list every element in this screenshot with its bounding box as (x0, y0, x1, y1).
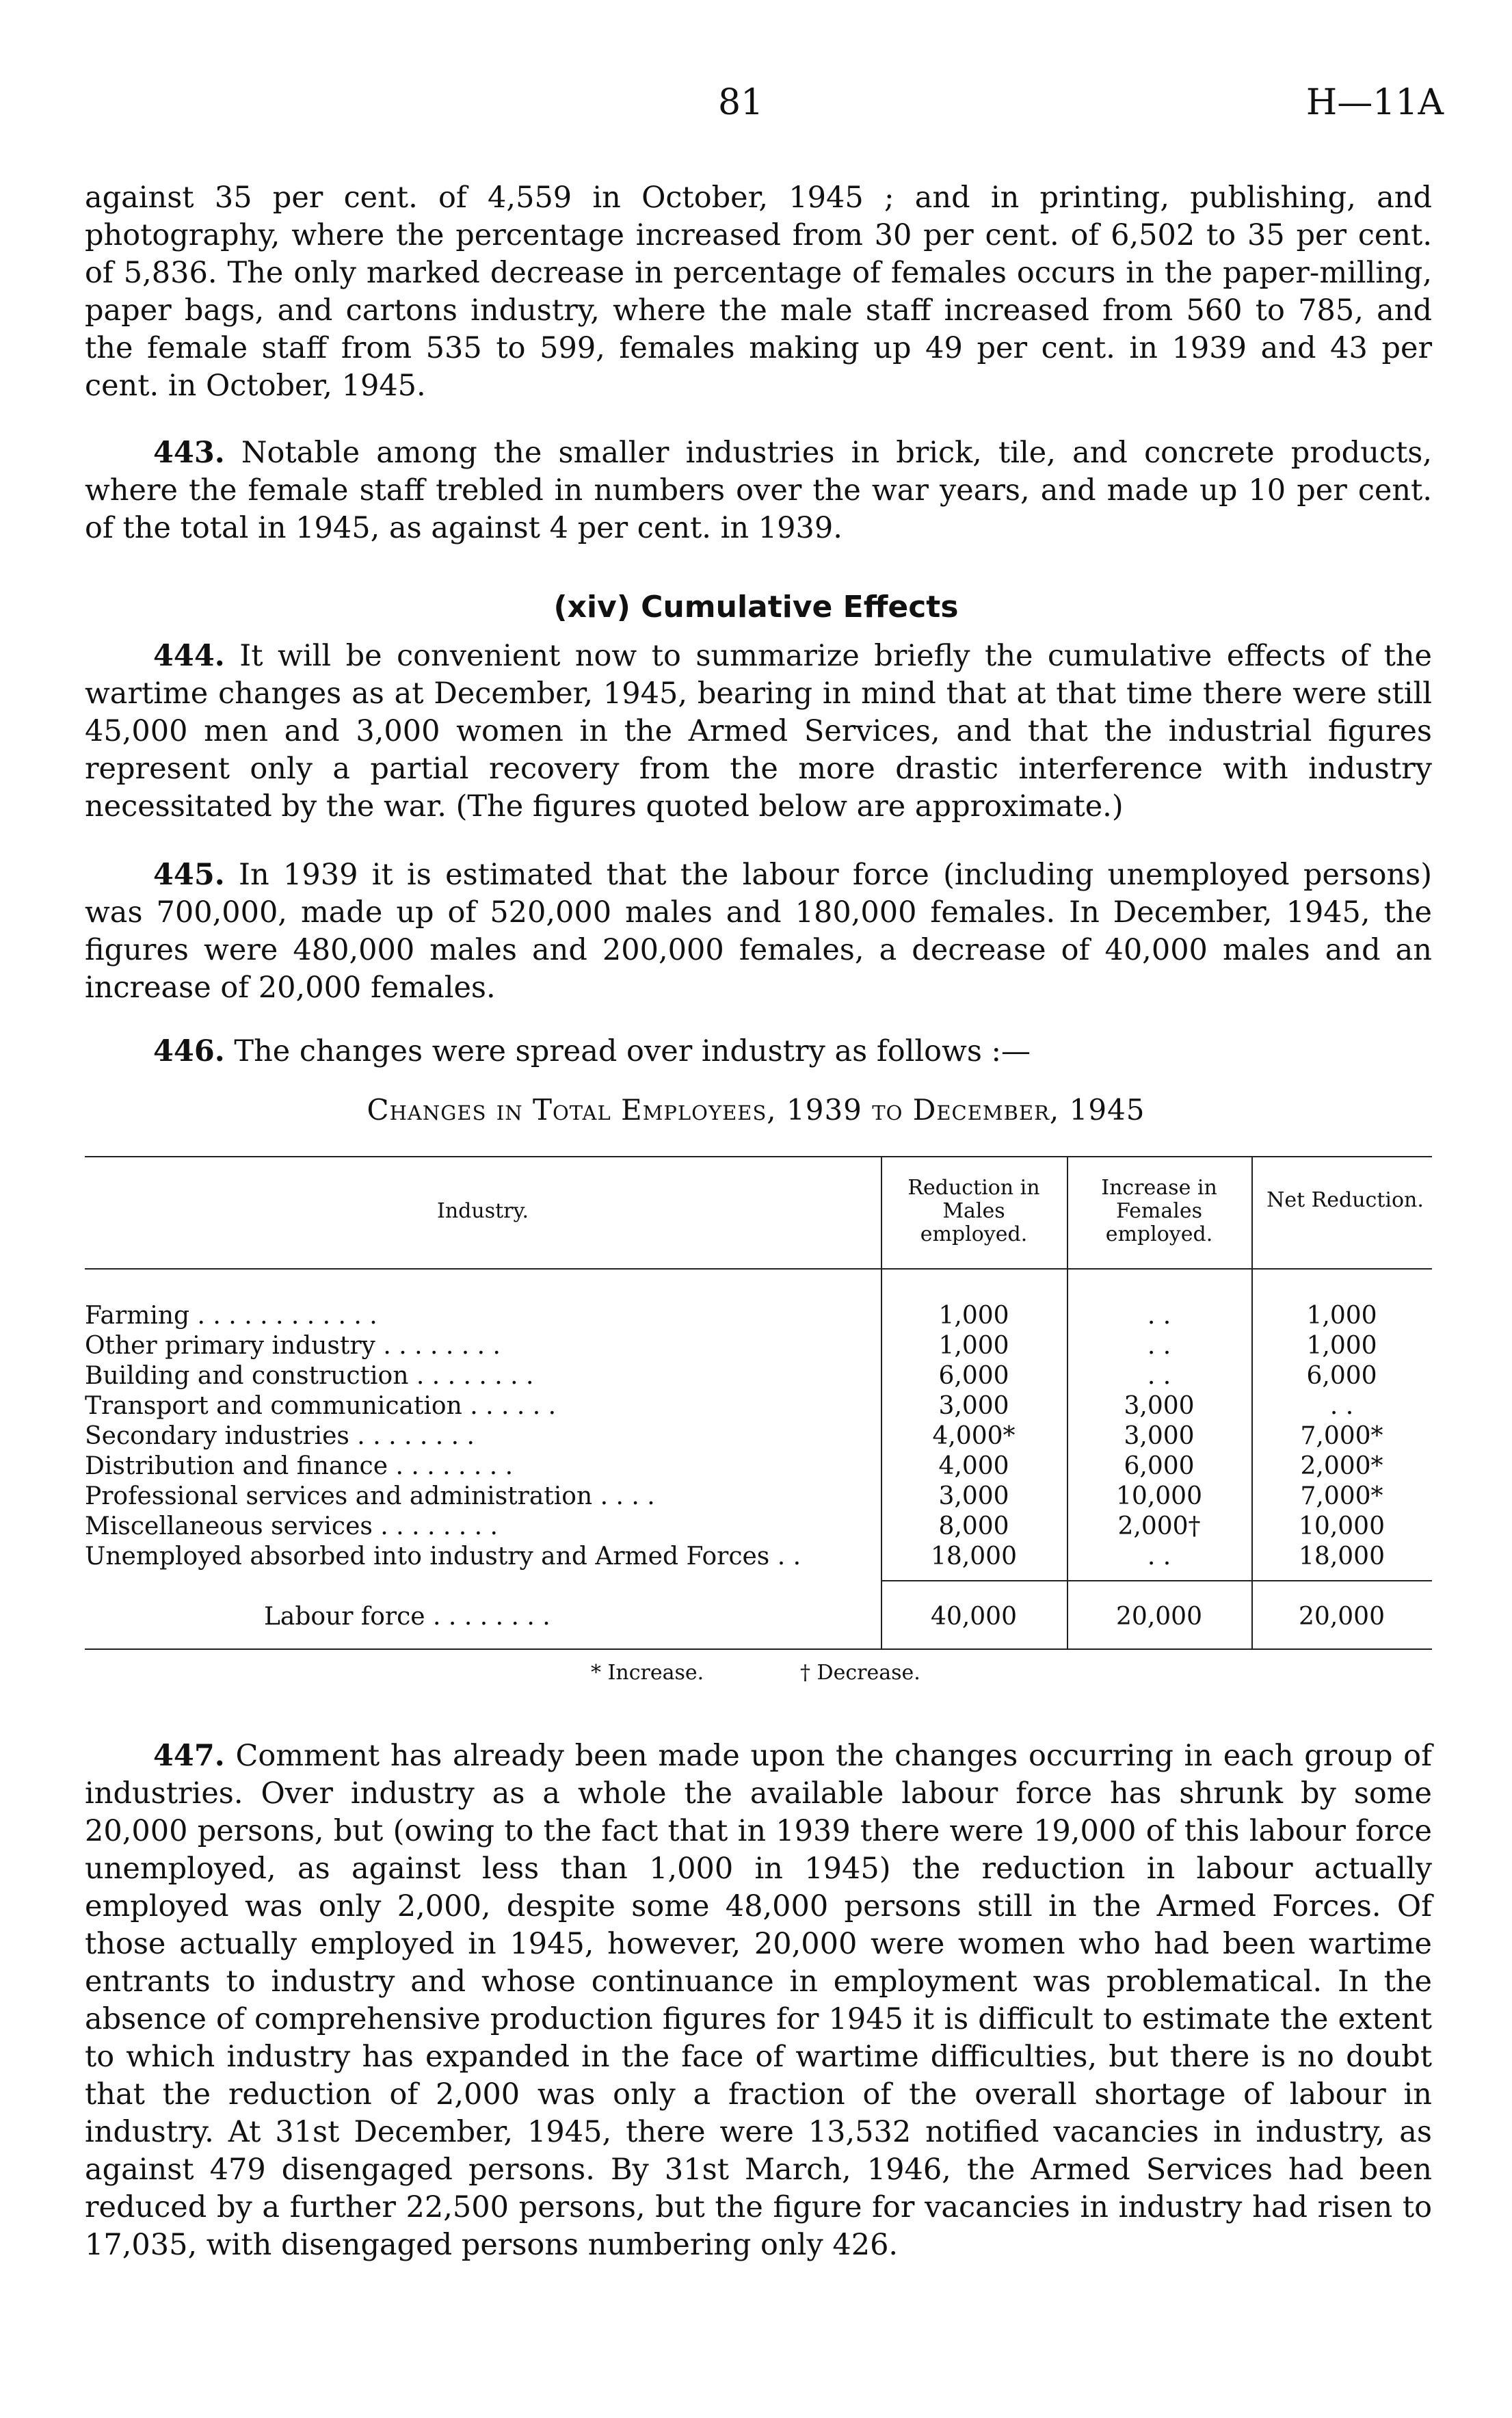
cell-males: 18,000 (931, 1542, 1017, 1571)
page-header (0, 82, 1512, 144)
paragraph-number: 447. (153, 1739, 225, 1773)
paragraph-number: 443. (153, 436, 225, 470)
employment-changes-table (85, 1156, 1432, 1683)
total-net: 20,000 (1299, 1603, 1385, 1631)
total-label: Labour force . . . . . . . . (264, 1603, 551, 1631)
row-label: Building and construction . . . . . . . . (85, 1362, 534, 1390)
paragraph-text: Notable among the smaller industries in brick, tile, and concrete products, where the female staff trebled in numbers over the war years, and made up 10 per cent. of the total in 1945, as against 4 per cent. in 1939. (85, 436, 1432, 545)
table-top-rule (85, 1156, 1432, 1157)
section-heading: (xiv) Cumulative Effects (553, 590, 959, 625)
cell-males: 8,000 (938, 1512, 1009, 1540)
table-bottom-rule (85, 1648, 1432, 1650)
cell-females: 6,000 (1124, 1452, 1195, 1480)
paragraph-number: 445. (153, 858, 225, 892)
paragraph-text: The changes were spread over industry as follows :— (234, 1034, 1031, 1068)
cell-net: 18,000 (1299, 1542, 1385, 1571)
paragraph-continued (85, 179, 1432, 405)
cell-females: 2,000† (1117, 1512, 1201, 1540)
footnote-increase: * Increase. (591, 1661, 704, 1685)
cell-males: 4,000 (938, 1452, 1009, 1480)
paragraph-445 (85, 856, 1432, 1007)
row-label: Miscellaneous services . . . . . . . . (85, 1512, 498, 1540)
cell-net: 7,000* (1300, 1482, 1383, 1510)
page-number: 81 (718, 82, 764, 123)
total-females: 20,000 (1116, 1603, 1202, 1631)
cell-males: 1,000 (938, 1302, 1009, 1330)
cell-net: 2,000* (1300, 1452, 1383, 1480)
total-males: 40,000 (931, 1603, 1017, 1631)
document-id: H—11A (1305, 82, 1444, 123)
cell-net: 1,000 (1306, 1302, 1377, 1330)
cell-net: 7,000* (1300, 1422, 1383, 1450)
cell-females: . . (1147, 1302, 1171, 1330)
cell-females: . . (1147, 1332, 1171, 1360)
cell-females: . . (1147, 1542, 1171, 1571)
row-label: Other primary industry . . . . . . . . (85, 1332, 501, 1360)
paragraph-text: against 35 per cent. of 4,559 in October, 1945 ; and in printing, publishing, and photography, where the percentage increased from 30 per cent. of 6,502 to 35 per cent. of 5,836. The only marked decrease in percentage of females occurs in the paper-milling, paper bags, and cartons industry, where the male staff increased from 560 to 785, and the female staff from 535 to 599, females making up 49 per cent. in 1939 and 43 per cent. in October, 1945. (85, 181, 1432, 403)
cell-females: 10,000 (1116, 1482, 1202, 1510)
cell-males: 6,000 (938, 1362, 1009, 1390)
paragraph-443 (85, 434, 1432, 547)
cell-females: 3,000 (1124, 1392, 1195, 1420)
header-females: Increase in Females employed. (1101, 1176, 1217, 1246)
total-rule (881, 1580, 1432, 1581)
cell-males: 3,000 (938, 1392, 1009, 1420)
cell-males: 4,000* (932, 1422, 1016, 1450)
table-title: Changes in Total Employees, 1939 to December, 1945 (367, 1093, 1145, 1127)
header-industry: Industry. (437, 1199, 529, 1223)
cell-females: 3,000 (1124, 1422, 1195, 1450)
header-net: Net Reduction. (1266, 1188, 1424, 1212)
cell-females: . . (1147, 1362, 1171, 1390)
paragraph-number: 444. (153, 639, 225, 673)
row-label: Farming . . . . . . . . . . . . (85, 1302, 377, 1330)
footnote-decrease: † Decrease. (800, 1661, 920, 1685)
paragraph-444 (85, 638, 1432, 826)
paragraph-text: Comment has already been made upon the changes occurring in each group of industries. Over industry as a whole the available labour force has shrunk by some 20,000 persons, but (owing to the fact that in 1939 there were 19,000 of this labour force unemployed, as against less than 1,000 in 1945) the reduction in labour actually employed was only 2,000, despite some 48,000 persons still in the Armed Forces. Of those actually employed in 1945, however, 20,000 were women who had been wartime entrants to industry and whose continuance in employment was problematical. In the absence of comprehensive production figures for 1945 it is difficult to estimate the extent to which industry has expanded in the face of wartime difficulties, but there is no doubt that the reduction of 2,000 was only a fraction of the overall shortage of labour in industry. At 31st December, 1945, there were 13,532 notified vacancies in industry, as against 479 disengaged persons. By 31st March, 1946, the Armed Services had been reduced by a further 22,500 persons, but the figure for vacancies in industry had risen to 17,035, with disengaged persons numbering only 426. (85, 1739, 1432, 2262)
row-label: Professional services and administration . . . . (85, 1482, 655, 1510)
header-bottom-rule (85, 1268, 1432, 1270)
cell-net: 6,000 (1306, 1362, 1377, 1390)
row-label: Secondary industries . . . . . . . . (85, 1422, 475, 1450)
paragraph-text: In 1939 it is estimated that the labour force (including unemployed persons) was 700,000, made up of 520,000 males and 180,000 females. In December, 1945, the figures were 480,000 males and 200,000 females, a decrease of 40,000 males and an increase of 20,000 females. (85, 858, 1432, 1005)
row-label: Unemployed absorbed into industry and Armed Forces . . (85, 1542, 801, 1571)
row-label: Transport and communication . . . . . . (85, 1392, 557, 1420)
header-males: Reduction in Males employed. (907, 1176, 1040, 1246)
cell-net: 10,000 (1299, 1512, 1385, 1540)
paragraph-447 (85, 1737, 1432, 2264)
paragraph-text: It will be convenient now to summarize briefly the cumulative effects of the wartime changes as at December, 1945, bearing in mind that at that time there were still 45,000 men and 3,000 women in the Armed Services, and that the industrial figures represent only a partial recovery from the more drastic interference with industry necessitated by the war. (The figures quoted below are approximate.) (85, 639, 1433, 824)
cell-males: 3,000 (938, 1482, 1009, 1510)
cell-males: 1,000 (938, 1332, 1009, 1360)
cell-net: 1,000 (1306, 1332, 1377, 1360)
row-label: Distribution and finance . . . . . . . . (85, 1452, 514, 1480)
paragraph-number: 446. (153, 1034, 225, 1068)
paragraph-446 (85, 1033, 1432, 1070)
cell-net: . . (1329, 1392, 1354, 1420)
